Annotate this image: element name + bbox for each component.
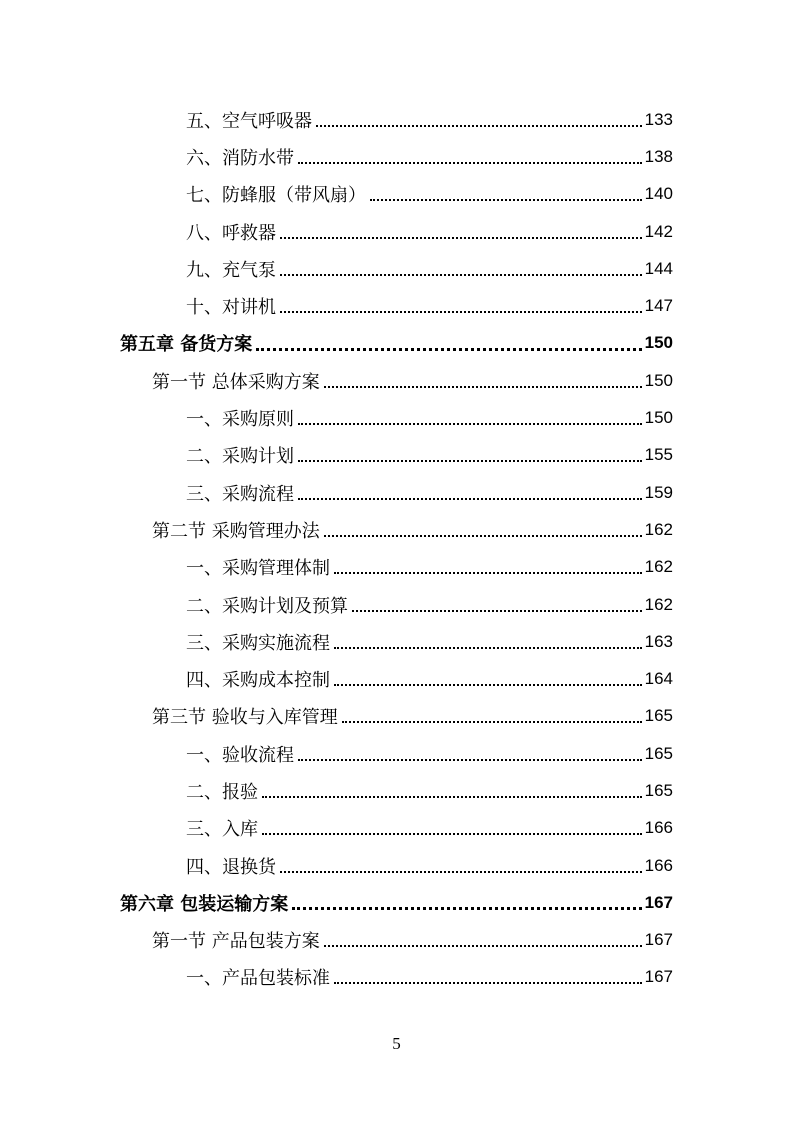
toc-entry-title: 一、验收流程 (186, 744, 294, 766)
page-number: 5 (392, 1034, 401, 1053)
toc-chapter-entry[interactable] (0, 325, 793, 362)
toc-dot-leader (352, 610, 642, 612)
toc-entry-page-number: 133 (644, 109, 673, 129)
toc-entry-page-number: 165 (644, 780, 673, 800)
toc-entry-title: 二、报验 (186, 781, 258, 803)
toc-entry-page-number: 165 (644, 743, 673, 763)
toc-subsection-entry[interactable] (0, 586, 793, 623)
toc-entry-page-number: 159 (644, 482, 673, 502)
toc-dot-leader (334, 684, 642, 686)
toc-subsection-entry[interactable] (0, 399, 793, 436)
toc-dot-leader (324, 386, 642, 388)
toc-dot-leader (298, 423, 642, 425)
toc-entry-page-number: 165 (644, 706, 673, 726)
toc-dot-leader (324, 535, 642, 537)
toc-dot-leader (316, 125, 642, 127)
toc-subsection-entry[interactable] (0, 250, 793, 287)
toc-dot-leader (298, 759, 642, 761)
toc-dot-leader (280, 871, 642, 873)
toc-entry-title: 五、空气呼吸器 (186, 110, 312, 132)
toc-dot-leader (334, 572, 642, 574)
toc-section-entry[interactable] (0, 362, 793, 399)
toc-entry-title: 第一节 产品包装方案 (152, 931, 320, 953)
toc-entry-page-number: 150 (644, 370, 673, 390)
toc-entry-title: 第五章 备货方案 (120, 334, 253, 356)
toc-entry-title: 三、采购流程 (186, 483, 294, 505)
toc-subsection-entry[interactable] (0, 101, 793, 138)
toc-entry-page-number: 155 (644, 445, 673, 465)
toc-dot-leader (280, 274, 642, 276)
toc-entry-page-number: 166 (644, 818, 673, 838)
toc-entry-page-number: 167 (644, 930, 673, 950)
toc-entry-page-number: 142 (644, 221, 673, 241)
toc-dot-leader (292, 907, 641, 910)
toc-subsection-entry[interactable] (0, 847, 793, 884)
toc-entry-page-number: 167 (644, 967, 673, 987)
toc-entry-title: 三、采购实施流程 (186, 632, 330, 654)
toc-section-entry[interactable] (0, 922, 793, 959)
toc-entry-title: 一、采购管理体制 (186, 558, 330, 580)
toc-entry-title: 第三节 验收与入库管理 (152, 707, 338, 729)
toc-entry-page-number: 147 (644, 296, 673, 316)
toc-entry-page-number: 138 (644, 146, 673, 166)
toc-entry-title: 九、充气泵 (186, 259, 276, 281)
toc-dot-leader (262, 796, 642, 798)
toc-dot-leader (298, 460, 642, 462)
toc-subsection-entry[interactable] (0, 176, 793, 213)
toc-dot-leader (298, 162, 642, 164)
toc-entry-title: 三、入库 (186, 819, 258, 841)
toc-dot-leader (334, 982, 642, 984)
toc-entry-page-number: 150 (644, 408, 673, 428)
toc-dot-leader (262, 833, 642, 835)
toc-section-entry[interactable] (0, 698, 793, 735)
toc-subsection-entry[interactable] (0, 660, 793, 697)
toc-entry-title: 四、退换货 (186, 856, 276, 878)
toc-chapter-entry[interactable] (0, 884, 793, 921)
toc-entry-page-number: 140 (644, 184, 673, 204)
toc-dot-leader (280, 311, 642, 313)
toc-entry-title: 二、采购计划及预算 (186, 595, 348, 617)
toc-entry-title: 八、呼救器 (186, 222, 276, 244)
toc-subsection-entry[interactable] (0, 213, 793, 250)
toc-entry-page-number: 166 (644, 855, 673, 875)
toc-dot-leader (298, 498, 642, 500)
toc-subsection-entry[interactable] (0, 772, 793, 809)
toc-entry-page-number: 162 (644, 557, 673, 577)
toc-subsection-entry[interactable] (0, 623, 793, 660)
toc-subsection-entry[interactable] (0, 138, 793, 175)
toc-entry-title: 十、对讲机 (186, 297, 276, 319)
toc-subsection-entry[interactable] (0, 437, 793, 474)
toc-entry-title: 第一节 总体采购方案 (152, 371, 320, 393)
toc-dot-leader (324, 945, 642, 947)
toc-dot-leader (342, 721, 642, 723)
toc-entry-page-number: 162 (644, 519, 673, 539)
toc-entry-title: 一、采购原则 (186, 409, 294, 431)
toc-entry-title: 一、产品包装标准 (186, 968, 330, 990)
toc-subsection-entry[interactable] (0, 810, 793, 847)
toc-dot-leader (256, 348, 641, 351)
toc-entry-page-number: 164 (644, 669, 673, 689)
toc-entry-title: 四、采购成本控制 (186, 670, 330, 692)
toc-entry-page-number: 162 (644, 594, 673, 614)
toc-dot-leader (280, 237, 642, 239)
toc-section-entry[interactable] (0, 511, 793, 548)
toc-entry-page-number: 167 (644, 892, 673, 912)
toc-entry-title: 七、防蜂服（带风扇） (186, 185, 366, 207)
toc-subsection-entry[interactable] (0, 735, 793, 772)
toc-entry-page-number: 144 (644, 258, 673, 278)
toc-dot-leader (334, 647, 642, 649)
toc-subsection-entry[interactable] (0, 474, 793, 511)
toc-entry-title: 第二节 采购管理办法 (152, 520, 320, 542)
toc-entry-title: 第六章 包装运输方案 (120, 893, 289, 915)
toc-subsection-entry[interactable] (0, 287, 793, 324)
toc-entry-title: 六、消防水带 (186, 147, 294, 169)
toc-entry-page-number: 150 (644, 333, 673, 353)
toc-entry-page-number: 163 (644, 631, 673, 651)
toc-entry-title: 二、采购计划 (186, 446, 294, 468)
toc-dot-leader (370, 199, 642, 201)
toc-subsection-entry[interactable] (0, 959, 793, 996)
table-of-contents (0, 101, 793, 996)
toc-subsection-entry[interactable] (0, 549, 793, 586)
